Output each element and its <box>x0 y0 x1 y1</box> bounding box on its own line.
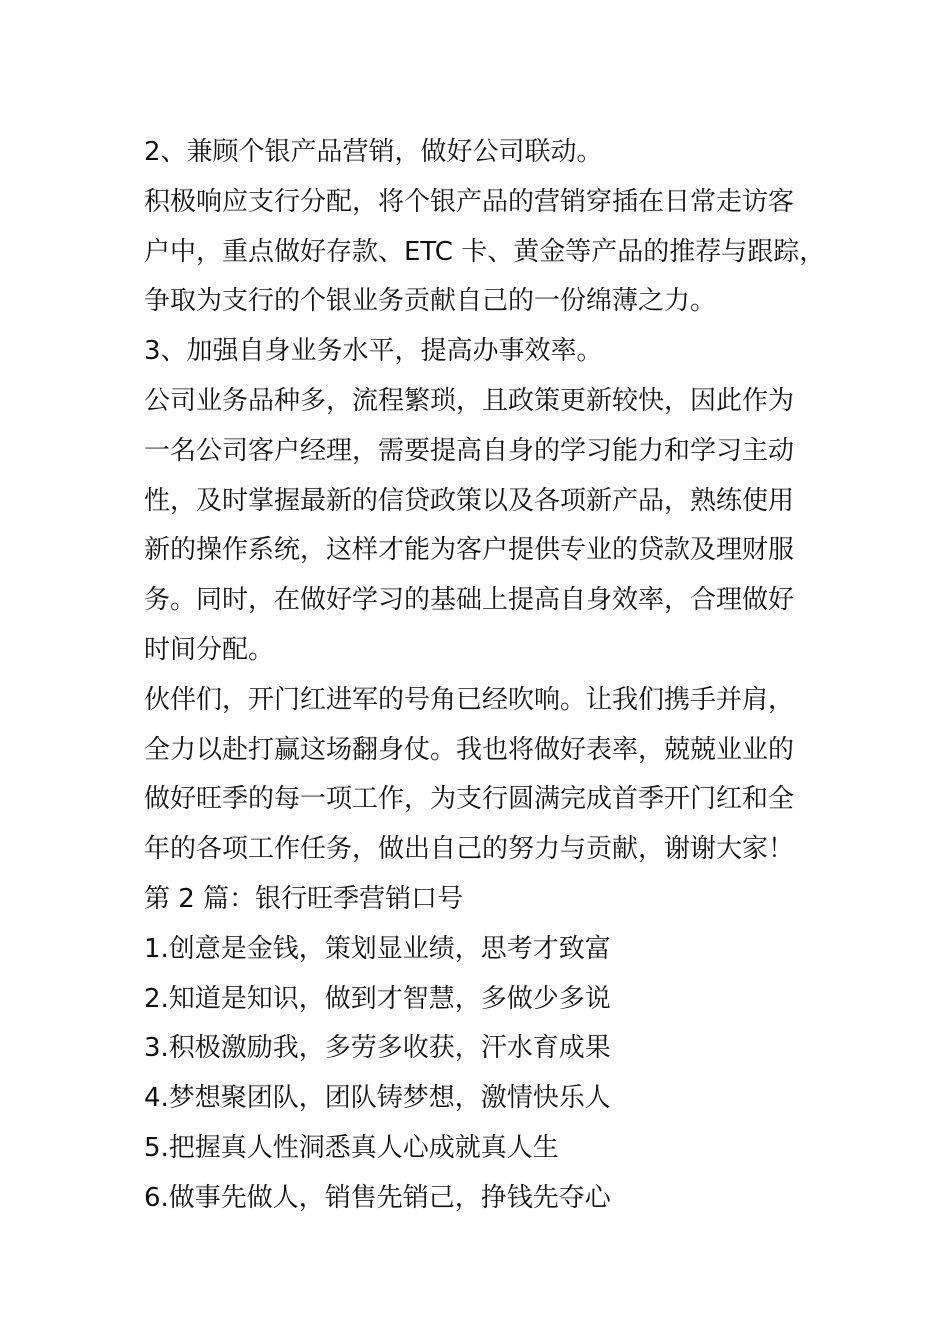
paragraph-line: 新的操作系统，这样才能为客户提供专业的贷款及理财服 <box>144 535 795 566</box>
section-heading-2: 2、兼顾个银产品营销，做好公司联动。 <box>144 137 603 167</box>
paragraph-line: 争取为支行的个银业务贡献自己的一份绵薄之力。 <box>144 286 717 317</box>
paragraph-line: 一名公司客户经理，需要提高自身的学习能力和学习主动 <box>144 435 795 466</box>
slogan-item: 2.知道是知识，做到才智慧，多做少多说 <box>144 983 611 1014</box>
paragraph-line: 性，及时掌握最新的信贷政策以及各项新产品，熟练使用 <box>144 485 795 516</box>
slogan-item: 6.做事先做人，销售先销己，挣钱先夺心 <box>144 1182 611 1213</box>
closing-paragraph-line: 伙伴们，开门红进军的号角已经吹响。让我们携手并肩， <box>144 684 795 715</box>
paragraph-line: 积极响应支行分配，将个银产品的营销穿插在日常走访客 <box>144 186 795 217</box>
slogan-item: 1.创意是金钱，策划显业绩，思考才致富 <box>144 933 611 964</box>
closing-paragraph-line: 年的各项工作任务，做出自己的努力与贡献，谢谢大家！ <box>144 834 795 865</box>
section-heading-3: 3、加强自身业务水平，提高办事效率。 <box>144 336 603 367</box>
article-title: 第 2 篇：银行旺季营销口号 <box>144 883 464 914</box>
slogan-item: 4.梦想聚团队，团队铸梦想，激情快乐人 <box>144 1083 611 1114</box>
slogan-item: 5.把握真人性洞悉真人心成就真人生 <box>144 1132 559 1163</box>
closing-paragraph-line: 做好旺季的每一项工作，为支行圆满完成首季开门红和全 <box>144 784 795 815</box>
slogan-item: 3.积极激励我，多劳多收获，汗水育成果 <box>144 1033 611 1064</box>
paragraph-line: 务。同时，在做好学习的基础上提高自身效率，合理做好 <box>144 585 795 616</box>
paragraph-line: 公司业务品种多，流程繁琐，且政策更新较快，因此作为 <box>144 385 795 416</box>
paragraph-line: 户中，重点做好存款、ETC 卡、黄金等产品的推荐与跟踪， <box>144 236 826 267</box>
document-body <box>144 128 826 1224</box>
closing-paragraph-line: 全力以赴打赢这场翻身仗。我也将做好表率，兢兢业业的 <box>144 734 795 765</box>
paragraph-line: 时间分配。 <box>144 634 275 665</box>
